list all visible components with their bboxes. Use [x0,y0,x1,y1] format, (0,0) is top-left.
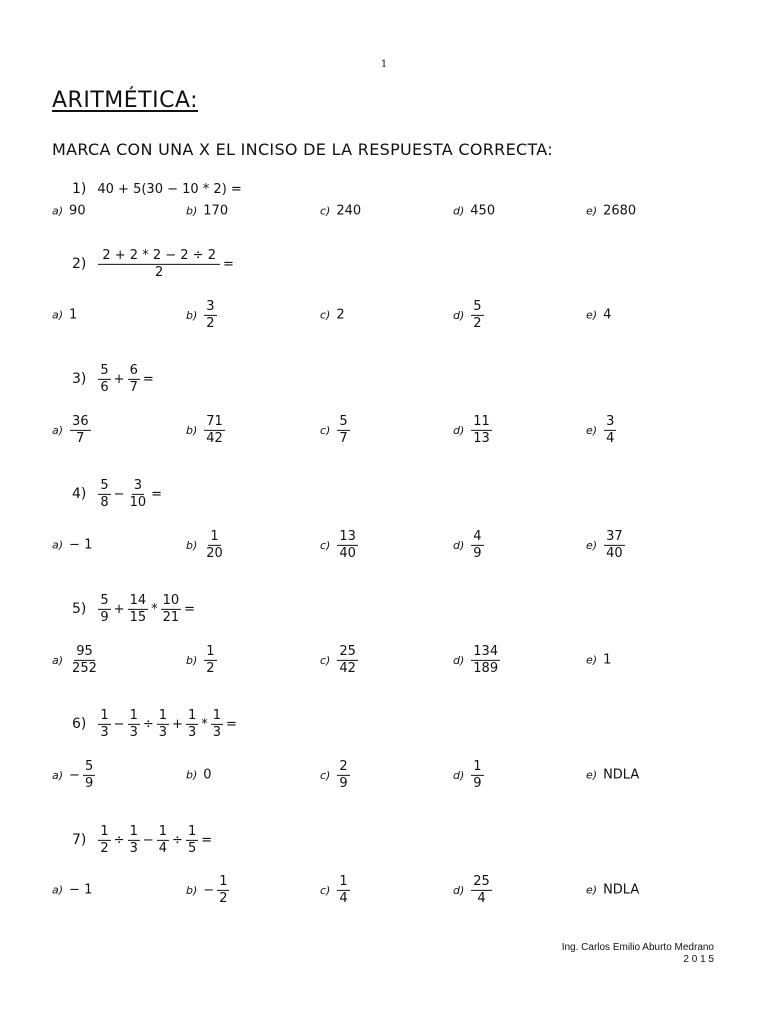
question-number: 7) [72,832,87,848]
expression-text: * [151,601,158,617]
fraction-denominator: 13 [473,430,490,446]
fraction-numerator: 5 [100,362,109,378]
fraction-denominator: 2 [206,660,215,676]
fraction-numerator: 6 [129,362,138,378]
option-label: b) [186,204,198,218]
fraction-numerator: 4 [473,528,482,544]
fraction-denominator: 9 [473,545,482,561]
page-number: 1 [380,59,388,70]
fraction-denominator: 7 [76,430,85,446]
fraction-numerator: 1 [339,873,348,889]
question-number: 5) [72,601,87,617]
fraction [128,825,140,855]
option-label: e) [586,423,598,437]
question-4 [72,479,163,509]
option-label: c) [320,538,331,552]
fraction [204,645,216,675]
fraction-numerator: 71 [206,413,223,429]
fraction-numerator: 95 [76,643,93,659]
expression-text: − 1 [69,882,93,898]
option-label: a) [52,204,64,218]
footer [562,942,714,966]
answer-option[interactable] [320,875,352,905]
fraction [204,530,225,560]
expression-text: − [203,882,215,898]
expression-text: 240 [336,203,362,219]
option-label: d) [453,883,465,897]
fraction-numerator: 5 [100,592,109,608]
answer-option[interactable] [586,308,612,323]
fraction-numerator: 3 [133,477,142,493]
fraction-numerator: 5 [84,758,94,774]
expression-text: ÷ [142,716,154,732]
answer-option[interactable] [453,204,496,219]
option-label: b) [186,768,198,782]
fraction-numerator: 36 [72,413,89,429]
fraction [161,594,182,624]
question-5 [72,594,196,624]
answer-option[interactable] [320,530,360,560]
expression-text: = [142,371,154,387]
fraction-numerator: 1 [212,707,221,723]
fraction [157,825,169,855]
fraction [204,300,216,330]
footer-author: Ing. Carlos Emilio Aburto Medrano [561,942,714,953]
answer-option[interactable] [52,538,93,553]
fraction-denominator: 6 [100,379,109,395]
option-label: d) [453,538,465,552]
fraction [98,364,110,394]
fraction-denominator: 7 [129,379,138,395]
fraction [98,709,110,739]
fraction-denominator: 21 [162,609,180,625]
fraction-numerator: 1 [206,643,215,659]
expression-text: − [142,832,154,848]
answer-option[interactable] [586,415,618,445]
expression-text: 40 + 5(30 − 10 * 2) = [97,181,242,197]
fraction-numerator: 37 [606,528,623,544]
option-label: d) [453,308,465,322]
fraction-denominator: 40 [606,545,623,561]
expression-text: ÷ [172,832,183,848]
option-label: e) [586,538,598,552]
fraction [98,825,110,855]
option-label: d) [453,653,465,667]
fraction-numerator: 1 [187,707,197,723]
fraction-denominator: 252 [72,660,97,676]
expression-text: = [151,486,163,502]
expression-text: 450 [470,203,496,219]
question-3 [72,364,155,394]
option-label: b) [186,883,198,897]
fraction-numerator: 1 [129,707,138,723]
question-number: 4) [72,486,87,502]
expression-text: − [69,767,80,783]
fraction [186,825,198,855]
fraction-denominator: 40 [339,545,356,561]
expression-text: − 1 [69,537,93,553]
option-label: b) [186,538,198,552]
fraction [471,415,492,445]
answer-option[interactable] [453,300,486,330]
fraction [98,479,110,509]
option-label: d) [453,423,465,437]
option-label: c) [320,653,331,667]
expression-text: 1 [69,307,78,323]
answer-option[interactable] [186,415,227,445]
fraction-denominator: 3 [129,724,138,740]
option-label: a) [52,653,64,667]
page-title: ARITMÉTICA: [52,88,199,113]
expression-text: = [222,256,234,272]
fraction-numerator: 10 [162,592,180,608]
expression-text: = [184,601,196,617]
footer-year: 2 0 1 5 [683,954,714,965]
fraction-numerator: 1 [158,823,168,839]
fraction-denominator: 4 [477,890,486,906]
fraction-numerator: 13 [339,528,356,544]
expression-text: 0 [203,767,212,783]
expression-text: 90 [69,203,86,219]
fraction-numerator: 1 [210,528,219,544]
fraction [211,709,223,739]
expression-text: NDLA [603,882,640,898]
fraction [128,709,140,739]
expression-text: + [113,371,125,387]
expression-text: − [113,716,125,732]
option-label: a) [52,768,64,782]
expression-text: + [113,601,125,617]
option-label: b) [186,653,198,667]
fraction [337,415,349,445]
fraction-numerator: 1 [158,707,168,723]
answer-option[interactable] [52,308,78,323]
fraction [128,594,149,624]
fraction-numerator: 2 + 2 * 2 − 2 ÷ 2 [98,249,220,265]
option-label: e) [586,308,598,322]
fraction-denominator: 4 [339,890,348,906]
fraction [217,875,229,905]
fraction-numerator: 1 [100,823,109,839]
option-label: c) [320,883,331,897]
fraction [471,645,500,675]
fraction-denominator: 20 [206,545,223,561]
answer-option[interactable] [586,653,612,668]
option-label: a) [52,883,64,897]
option-label: e) [586,768,598,782]
fraction [70,415,91,445]
question-7 [72,825,213,855]
fraction [337,875,349,905]
option-label: a) [52,423,64,437]
answer-option[interactable] [52,760,97,790]
question-number: 1) [72,181,87,197]
fraction-denominator: 7 [339,430,348,446]
expression-text: 1 [603,652,612,668]
fraction [128,479,149,509]
expression-text: = [201,832,213,848]
answer-option[interactable] [186,875,231,905]
fraction-numerator: 3 [206,298,215,314]
answer-option[interactable] [320,645,360,675]
fraction [337,645,358,675]
fraction-numerator: 3 [606,413,615,429]
question-6 [72,709,238,739]
option-label: d) [453,204,465,218]
fraction-denominator: 15 [129,609,147,625]
fraction-numerator: 5 [339,413,348,429]
fraction-denominator: 2 [206,315,215,331]
fraction-numerator: 11 [473,413,490,429]
fraction-denominator: 3 [158,724,168,740]
fraction-numerator: 5 [473,298,482,314]
fraction-denominator: 4 [158,840,168,856]
answer-option[interactable] [186,768,213,783]
fraction [204,415,225,445]
fraction-denominator: 2 [155,264,164,280]
option-label: c) [320,423,331,437]
answer-option[interactable] [586,204,637,219]
fraction-numerator: 25 [339,643,356,659]
fraction-denominator: 2 [473,315,482,331]
expression-text: 170 [203,203,229,219]
expression-text: 2680 [603,203,637,219]
answer-option[interactable] [52,883,93,898]
expression-text: 4 [603,307,612,323]
fraction-numerator: 1 [187,823,197,839]
instruction-heading: MARCA CON UNA X EL INCISO DE LA RESPUESTA CORRECTA: [52,140,553,159]
answer-option[interactable] [52,645,101,675]
fraction-numerator: 1 [129,823,138,839]
fraction-numerator: 1 [473,758,482,774]
answer-option[interactable] [320,204,362,219]
option-label: c) [320,204,331,218]
fraction [471,300,483,330]
fraction-denominator: 3 [129,840,138,856]
fraction [157,709,169,739]
expression-text: = [226,716,237,732]
answer-option[interactable] [186,645,219,675]
question-number: 3) [72,371,87,387]
option-label: c) [320,308,331,322]
fraction-denominator: 2 [219,890,228,906]
answer-option[interactable] [453,530,486,560]
option-label: b) [186,308,198,322]
fraction [604,415,616,445]
expression-text: ÷ [113,832,125,848]
answer-option[interactable] [52,204,87,219]
answer-option[interactable] [453,760,486,790]
fraction [604,530,625,560]
fraction-numerator: 1 [219,873,228,889]
fraction-denominator: 42 [206,430,223,446]
question-1 [72,181,243,197]
option-label: e) [586,653,598,667]
question-number: 6) [72,716,87,732]
fraction [128,364,140,394]
expression-text: * [201,716,208,732]
expression-text: + [172,716,183,732]
expression-text: NDLA [603,767,640,783]
fraction-denominator: 3 [100,724,109,740]
fraction-denominator: 42 [339,660,356,676]
fraction [337,530,358,560]
option-label: e) [586,204,598,218]
fraction [98,249,220,279]
option-label: b) [186,423,198,437]
option-label: d) [453,768,465,782]
fraction [471,760,483,790]
answer-option[interactable] [320,308,346,323]
answer-option[interactable] [186,300,219,330]
fraction-denominator: 9 [84,775,94,791]
question-number: 2) [72,256,87,272]
fraction-denominator: 9 [473,775,482,791]
answer-option[interactable] [186,530,227,560]
fraction-numerator: 1 [100,707,109,723]
fraction-denominator: 5 [187,840,197,856]
fraction-numerator: 134 [473,643,499,659]
fraction-denominator: 4 [606,430,615,446]
answer-option[interactable] [586,768,640,783]
fraction [186,709,198,739]
fraction-denominator: 10 [129,494,147,510]
answer-option[interactable] [453,875,494,905]
fraction-numerator: 5 [100,477,109,493]
answer-option[interactable] [320,760,352,790]
option-label: e) [586,883,598,897]
fraction-denominator: 3 [212,724,221,740]
answer-option[interactable] [186,204,229,219]
fraction [337,760,349,790]
fraction-denominator: 9 [339,775,348,791]
fraction-denominator: 3 [187,724,197,740]
answer-option[interactable] [320,415,352,445]
fraction [471,875,492,905]
answer-option[interactable] [586,530,627,560]
fraction [471,530,483,560]
fraction [98,594,110,624]
fraction-denominator: 2 [100,840,109,856]
answer-option[interactable] [453,645,502,675]
question-2 [72,249,235,279]
fraction [83,760,95,790]
option-label: a) [52,308,64,322]
expression-text: − [113,486,125,502]
fraction-numerator: 14 [129,592,147,608]
fraction-numerator: 25 [473,873,490,889]
fraction-denominator: 9 [100,609,109,625]
fraction-denominator: 189 [473,660,499,676]
expression-text: 2 [336,307,345,323]
answer-option[interactable] [52,415,93,445]
fraction-numerator: 2 [339,758,348,774]
answer-option[interactable] [586,883,640,898]
option-label: c) [320,768,331,782]
answer-option[interactable] [453,415,494,445]
option-label: a) [52,538,64,552]
fraction [70,645,99,675]
fraction-denominator: 8 [100,494,109,510]
